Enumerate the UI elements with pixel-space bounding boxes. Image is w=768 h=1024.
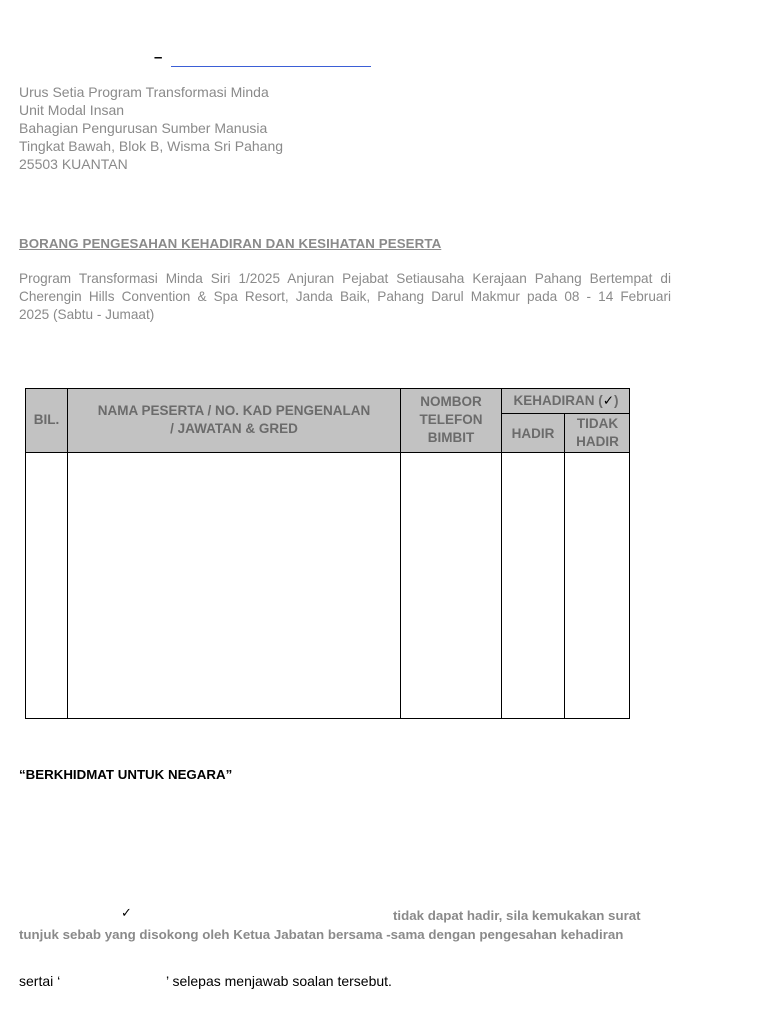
check-icon: ✓ <box>121 905 132 920</box>
intro-line: Program Transformasi Minda Siri 1/2025 Anjuran Pejabat Setiausaha Kerajaan Pahang Bertempat di <box>19 271 671 286</box>
intro-line: Cherengin Hills Convention & Spa Resort, Janda Baik, Pahang Darul Makmur pada 08 - 14 Februari <box>19 289 671 304</box>
cell-hadir[interactable] <box>502 453 564 718</box>
cell-telefon[interactable] <box>401 453 501 718</box>
dash-mark: – <box>154 49 163 66</box>
form-title: BORANG PENGESAHAN KEHADIRAN DAN KESIHATAN PESERTA <box>19 236 442 251</box>
link-underline[interactable] <box>171 66 371 67</box>
header-kehadiran-close: ) <box>614 393 619 408</box>
header-kehadiran <box>502 392 630 410</box>
address-block <box>19 83 283 173</box>
footer-text-start: sertai ‘ <box>19 973 61 989</box>
kehadiran-sub-divider <box>501 413 630 414</box>
attendance-table <box>25 388 630 719</box>
table-border-bottom <box>25 718 630 719</box>
header-hadir: HADIR <box>511 426 555 441</box>
header-telefon-line: NOMBOR <box>420 394 482 409</box>
header-nama <box>68 402 400 438</box>
address-line: Bahagian Pengurusan Sumber Manusia <box>19 120 268 136</box>
check-icon: ✓ <box>602 393 615 408</box>
address-line: Urus Setia Program Transformasi Minda <box>19 84 269 100</box>
motto: “BERKHIDMAT UNTUK NEGARA” <box>19 767 233 782</box>
header-tidak-hadir <box>565 415 630 451</box>
header-kehadiran-label: KEHADIRAN ( <box>513 393 603 408</box>
address-line: 25503 KUANTAN <box>19 156 128 172</box>
cell-nama[interactable] <box>68 453 400 718</box>
address-line: Unit Modal Insan <box>19 102 125 118</box>
header-nama-line: / JAWATAN & GRED <box>170 421 298 436</box>
header-telefon <box>401 393 501 447</box>
footer-text-end: ’ selepas menjawab soalan tersebut. <box>166 973 392 989</box>
cell-bil[interactable] <box>26 453 67 718</box>
header-bil: BIL. <box>33 412 60 427</box>
note-line: tunjuk sebab yang disokong oleh Ketua Jabatan bersama -sama dengan pengesahan kehadiran <box>19 927 624 942</box>
header-telefon-line: TELEFON <box>419 412 483 427</box>
cell-tidak-hadir[interactable] <box>565 453 629 718</box>
header-tidak-line: TIDAK <box>576 416 619 431</box>
table-border-top <box>25 388 630 389</box>
address-line: Tingkat Bawah, Blok B, Wisma Sri Pahang <box>19 138 284 154</box>
intro-line: 2025 (Sabtu - Jumaat) <box>19 307 155 322</box>
note-line: tidak dapat hadir, sila kemukakan surat <box>393 908 641 923</box>
header-tidak-line: HADIR <box>576 434 619 449</box>
header-telefon-line: BIMBIT <box>427 430 475 445</box>
header-nama-line: NAMA PESERTA / NO. KAD PENGENALAN <box>97 403 371 418</box>
intro-paragraph <box>19 270 671 324</box>
